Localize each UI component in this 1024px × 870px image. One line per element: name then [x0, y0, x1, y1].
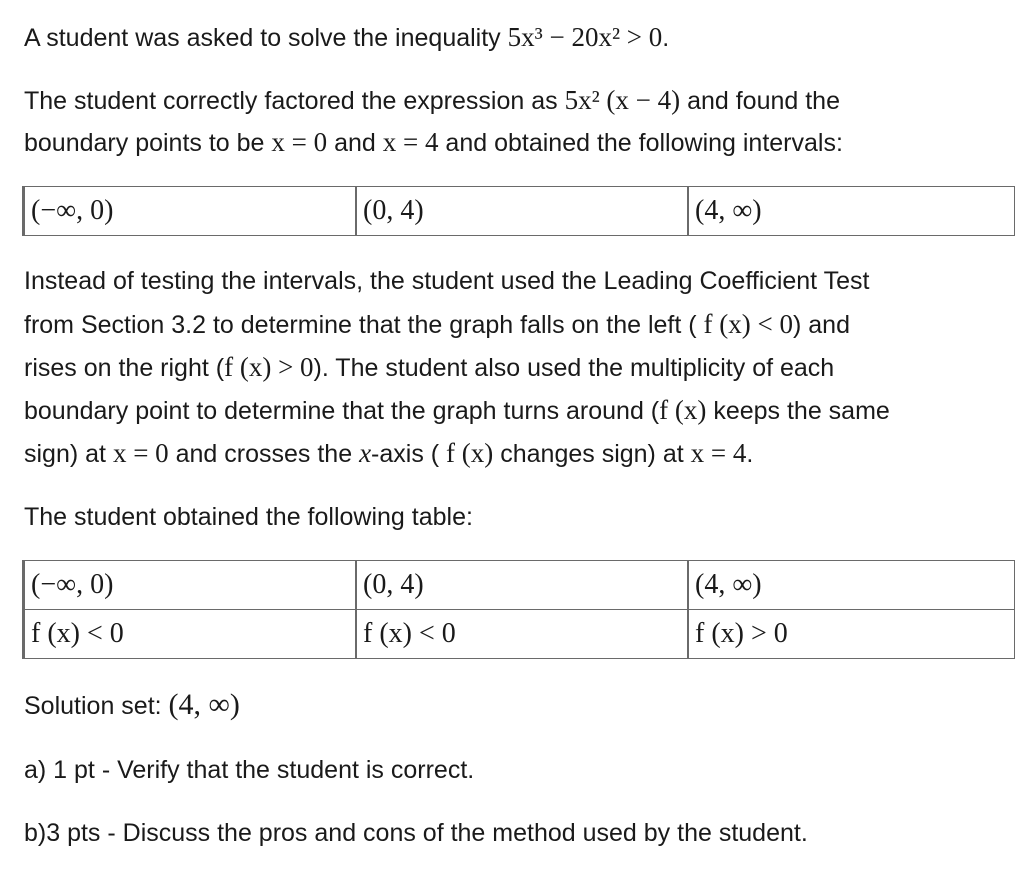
interval-cell: (−∞, 0)	[24, 187, 357, 236]
leading-line-2	[24, 309, 850, 340]
factor-line-2	[24, 127, 843, 158]
table-row	[24, 610, 1015, 659]
leading-text: rises on the right (	[24, 354, 225, 382]
table-intro: The student obtained the following table:	[24, 503, 473, 531]
leading-text: keeps the same	[706, 397, 890, 425]
leading-line-5	[24, 438, 753, 469]
intro-text: A student was asked to solve the inequality	[24, 24, 508, 52]
boundary-text-end: and obtained the following intervals:	[438, 129, 843, 157]
inequality-expression: 5x³ − 20x² > 0	[507, 22, 663, 52]
sign-cell: f (x) > 0	[688, 610, 1015, 659]
leading-line-3	[24, 352, 834, 383]
sign-cell: f (x) < 0	[24, 610, 357, 659]
leading-math: x	[359, 438, 372, 468]
leading-text: sign) at	[24, 440, 113, 468]
sign-interval-cell: (4, ∞)	[688, 561, 1015, 610]
leading-text: from Section 3.2 to determine that the graph falls on the left (	[24, 311, 704, 339]
leading-text: changes sign) at	[493, 440, 691, 468]
solution-label: Solution set:	[24, 692, 169, 720]
question-a: a) 1 pt - Verify that the student is correct.	[24, 756, 475, 784]
leading-text: boundary point to determine that the graph turns around (	[24, 397, 660, 425]
leading-line-4	[24, 395, 890, 426]
table-row	[24, 187, 1015, 236]
question-b: b)3 pts - Discuss the pros and cons of the method used by the student.	[24, 819, 808, 847]
leading-text: .	[746, 440, 754, 468]
leading-text: and crosses the	[168, 440, 360, 468]
interval-cell: (0, 4)	[356, 187, 688, 236]
solution-set	[24, 690, 240, 721]
intro-period: .	[662, 24, 670, 52]
boundary-text: boundary points to be	[24, 129, 272, 157]
sign-interval-cell: (0, 4)	[356, 561, 688, 610]
leading-text: -axis (	[371, 440, 447, 468]
leading-line-1: Instead of testing the intervals, the student used the Leading Coefficient Test	[24, 267, 870, 295]
leading-math: x = 0	[112, 438, 169, 468]
boundary-point-1: x = 0	[271, 127, 328, 157]
leading-math: f (x)	[446, 438, 494, 468]
intro-line	[24, 22, 669, 53]
leading-math: f (x) < 0	[703, 309, 793, 339]
leading-text: ) and	[793, 311, 850, 339]
leading-math: f (x)	[659, 395, 707, 425]
boundary-and: and	[327, 129, 383, 157]
factor-text: The student correctly factored the expression as	[24, 87, 565, 115]
leading-math: f (x) > 0	[224, 352, 314, 382]
sign-interval-cell: (−∞, 0)	[24, 561, 357, 610]
leading-text: ). The student also used the multiplicity of each	[313, 354, 835, 382]
sign-table	[22, 560, 1015, 659]
solution-value: (4, ∞)	[168, 688, 240, 721]
factored-expression: 5x² (x − 4)	[564, 85, 681, 115]
intervals-table	[22, 186, 1015, 236]
sign-cell: f (x) < 0	[356, 610, 688, 659]
boundary-point-2: x = 4	[382, 127, 439, 157]
interval-cell: (4, ∞)	[688, 187, 1015, 236]
factor-line-1	[24, 85, 840, 116]
table-row	[24, 561, 1015, 610]
leading-math: x = 4	[690, 438, 747, 468]
factor-text-end: and found the	[680, 87, 840, 115]
